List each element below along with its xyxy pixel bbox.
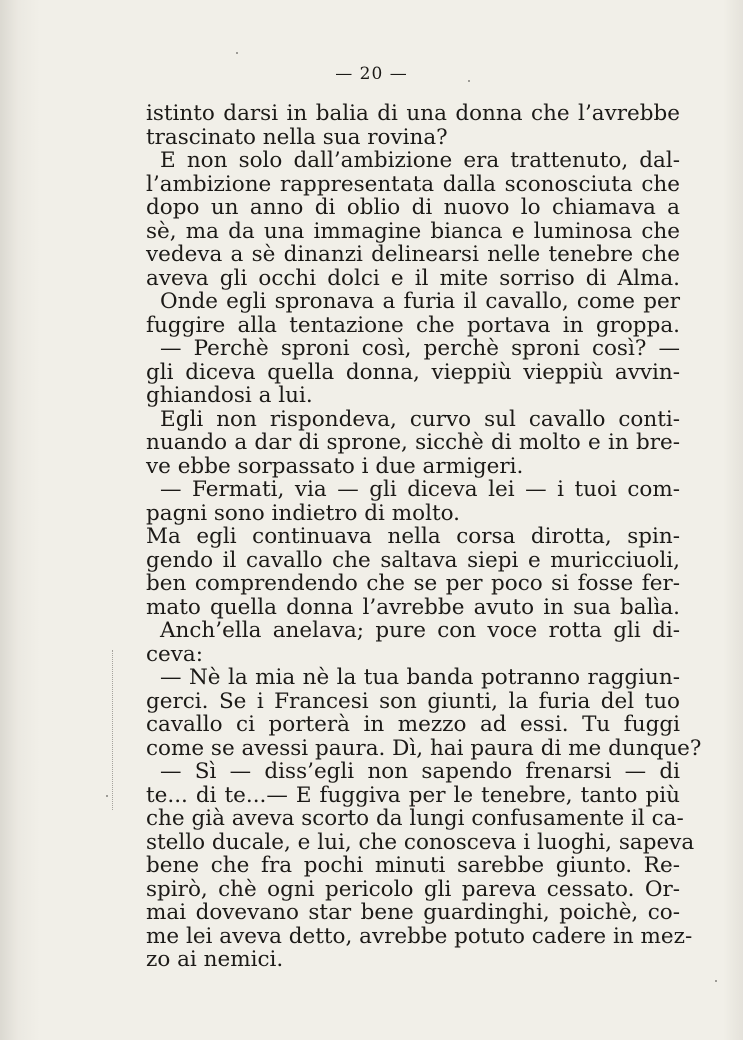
text-line: gendo il cavallo che saltava siepi e muricciuoli, xyxy=(146,547,680,573)
text-line: fuggire alla tentazione che portava in groppa. xyxy=(146,312,680,338)
text-line: te... di te...— E fuggiva per le tenebre, tanto più xyxy=(146,782,680,808)
text-line: vedeva a sè dinanzi delinearsi nelle tenebre che xyxy=(146,242,680,267)
scan-speck xyxy=(468,80,470,82)
text-line: istinto darsi in balia di una donna che l’avrebbe xyxy=(146,101,680,126)
text-line: Anch’ella anelava; pure con voce rotta gli di- xyxy=(160,618,680,643)
text-line: Onde egli spronava a furia il cavallo, come per xyxy=(160,289,680,314)
text-line: — Sì — diss’egli non sapendo frenarsi — di xyxy=(160,759,680,784)
text-line: gerci. Se i Francesi son giunti, la furia del tuo xyxy=(146,688,680,714)
text-line: zo ai nemici. xyxy=(146,947,284,972)
text-line: come se avessi paura. Dì, hai paura di me dunque? xyxy=(146,735,702,761)
text-line: bene che fra pochi minuti sarebbe giunto. Re- xyxy=(146,853,680,878)
text-line: — Fermati, via — gli diceva lei — i tuoi com- xyxy=(160,477,680,502)
text-line: me lei aveva detto, avrebbe potuto cadere in mez- xyxy=(146,923,693,949)
scan-speck xyxy=(236,52,238,54)
text-line: — Nè la mia nè la tua banda potranno raggiun- xyxy=(160,665,680,690)
text-line: ghiandosi a lui. xyxy=(146,383,313,408)
text-line: mai dovevano star bene guardinghi, poichè, co- xyxy=(146,900,680,925)
page-number: — 20 — xyxy=(335,64,408,84)
text-line: E non solo dall’ambizione era trattenuto, dal- xyxy=(160,148,680,173)
body-text xyxy=(146,101,702,972)
margin-scan-mark xyxy=(112,650,115,810)
text-line: ve ebbe sorpassato i due armigeri. xyxy=(146,453,524,479)
text-line: stello ducale, e lui, che conosceva i luoghi, sapeva xyxy=(146,829,695,855)
scan-speck xyxy=(715,980,717,982)
text-line: che già aveva scorto da lungi confusamente il ca- xyxy=(146,806,684,831)
text-line: Egli non rispondeva, curvo sul cavallo conti- xyxy=(160,406,680,432)
text-line: l’ambizione rappresentata dalla sconosciuta che xyxy=(146,171,680,197)
text-line: aveva gli occhi dolci e il mite sorriso di Alma. xyxy=(146,265,680,291)
text-line: spirò, chè ogni pericolo gli pareva cessato. Or- xyxy=(146,876,680,902)
text-line: sè, ma da una immagine bianca e luminosa che xyxy=(146,218,680,244)
text-line: dopo un anno di oblio di nuovo lo chiamava a xyxy=(146,195,680,220)
text-line: ben comprendendo che se per poco si fosse fer- xyxy=(146,571,680,596)
text-line: Ma egli continuava nella corsa dirotta, spin- xyxy=(146,524,680,549)
text-line: mato quella donna l’avrebbe avuto in sua balìa. xyxy=(146,594,680,620)
text-line: cavallo ci porterà in mezzo ad essi. Tu fuggi xyxy=(146,712,680,737)
text-line: pagni sono indietro di molto. xyxy=(146,500,461,526)
text-line: ceva: xyxy=(146,641,203,667)
scan-speck xyxy=(106,795,108,797)
text-line: — Perchè sproni così, perchè sproni così? — xyxy=(160,336,680,361)
text-line: nuando a dar di sprone, sicchè di molto e in bre- xyxy=(146,430,680,455)
text-line: gli diceva quella donna, vieppiù vieppiù avvin- xyxy=(146,359,680,385)
text-line: trascinato nella sua rovina? xyxy=(146,124,448,150)
